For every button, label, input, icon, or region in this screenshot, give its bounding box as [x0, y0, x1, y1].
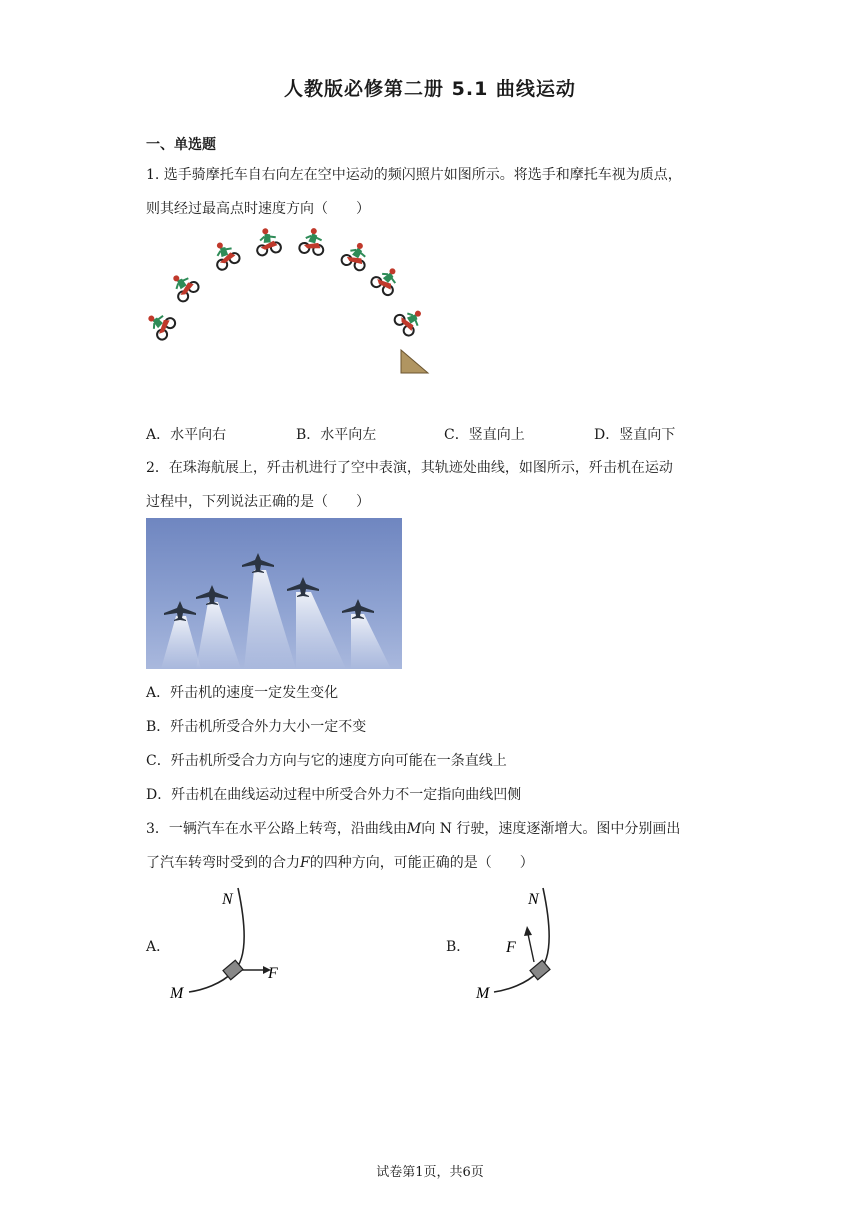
- q1-motorcycle-figure: [140, 222, 440, 382]
- q1-option-a: A．水平向右: [146, 427, 227, 443]
- page-footer: 试卷第1页，共6页: [376, 1165, 484, 1180]
- q3-text-line1: 3．一辆汽车在水平公路上转弯，沿曲线由M向 N 行驶，速度逐渐增大。图中分别画出: [146, 821, 681, 837]
- q3-b-label-f: F: [506, 939, 516, 956]
- q3-text-line2: 了汽车转弯时受到的合力F的四种方向，可能正确的是（ ）: [146, 855, 534, 871]
- q1-text-line2: 则其经过最高点时速度方向（ ）: [146, 201, 370, 217]
- q3-a-label-n: N: [222, 891, 233, 908]
- q3-b-label-n: N: [528, 891, 539, 908]
- q3-b-label-m: M: [476, 985, 490, 1002]
- q1-option-b: B．水平向左: [296, 427, 377, 443]
- q3-a-label-m: M: [170, 985, 184, 1002]
- q3-a-label-f: F: [268, 965, 278, 982]
- q3-option-a-label: A．: [146, 939, 171, 955]
- q1-option-d: D．竖直向下: [594, 427, 676, 443]
- q3-figure-b: [470, 880, 590, 1010]
- q3-option-b-label: B．: [446, 939, 471, 955]
- q1-option-c: C．竖直向上: [444, 427, 525, 443]
- q1-text-line1: 1. 选手骑摩托车自右向左在空中运动的频闪照片如图所示。将选手和摩托车视为质点，: [146, 167, 682, 183]
- q2-option-a: A．歼击机的速度一定发生变化: [146, 685, 339, 701]
- q2-text-line1: 2．在珠海航展上，歼击机进行了空中表演，其轨迹处曲线，如图所示，歼击机在运动: [146, 460, 673, 476]
- q3-figure-a: [165, 880, 305, 1010]
- q2-option-c: C．歼击机所受合力方向与它的速度方向可能在一条直线上: [146, 753, 507, 769]
- q2-text-line2: 过程中，下列说法正确的是（ ）: [146, 494, 370, 510]
- q2-jets-photo: [146, 518, 402, 669]
- section-heading: 一、单选题: [146, 137, 216, 153]
- page-title: 人教版必修第二册 5.1 曲线运动: [284, 78, 576, 100]
- q2-option-b: B．歼击机所受合外力大小一定不变: [146, 719, 367, 735]
- q2-option-d: D．歼击机在曲线运动过程中所受合外力不一定指向曲线凹侧: [146, 787, 522, 803]
